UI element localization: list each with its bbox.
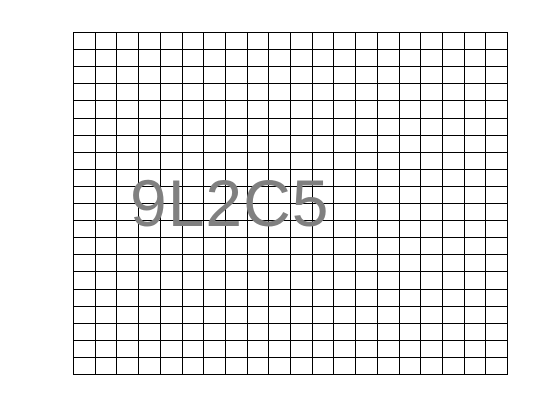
captcha-text: 9L2C5 (130, 166, 330, 240)
